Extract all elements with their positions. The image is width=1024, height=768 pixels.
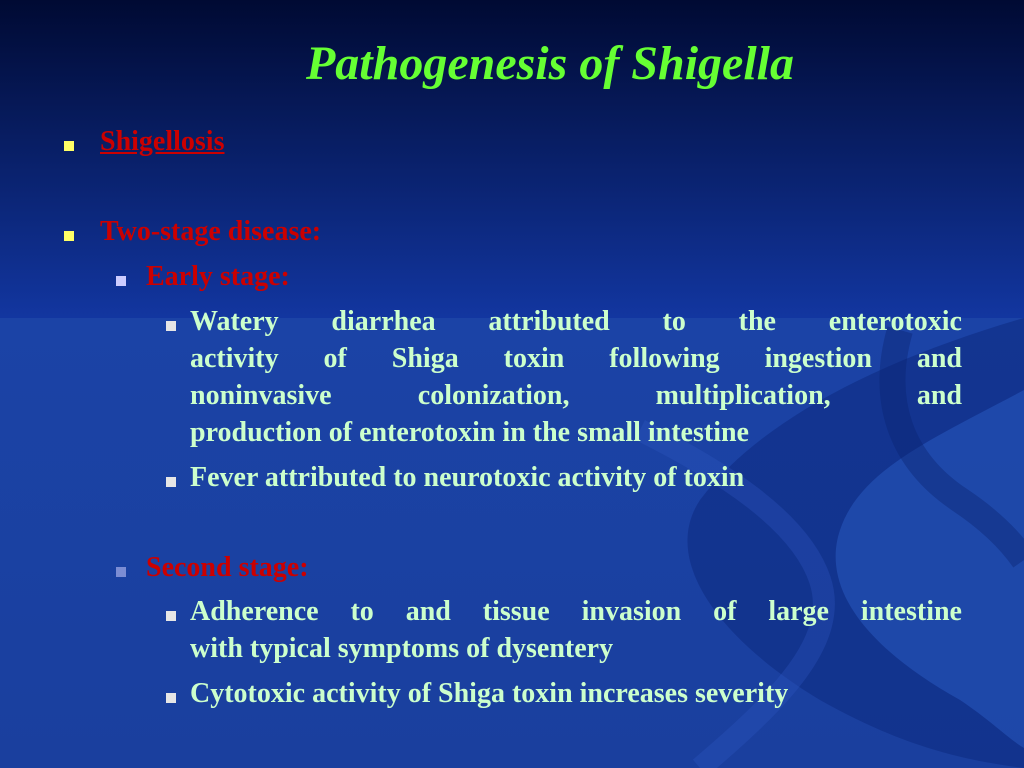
bullet-level2-icon bbox=[116, 567, 126, 577]
bullet-level3-icon bbox=[166, 693, 176, 703]
heading-two-stage-disease: Two-stage disease: bbox=[100, 216, 322, 247]
bullet-level3-icon bbox=[166, 611, 176, 621]
point-watery-diarrhea-line3: noninvasive colonization, multiplication, and bbox=[190, 380, 962, 411]
point-watery-diarrhea-line2: activity of Shiga toxin following ingestion and bbox=[190, 343, 962, 374]
bullet-level1-icon bbox=[64, 141, 74, 151]
bullet-level1-icon bbox=[64, 231, 74, 241]
point-watery-diarrhea-line1: Watery diarrhea attributed to the enterotoxic bbox=[190, 306, 962, 337]
subheading-early-stage: Early stage: bbox=[146, 261, 290, 292]
heading-shigellosis[interactable]: Shigellosis bbox=[100, 126, 225, 157]
point-watery-diarrhea-line4: production of enterotoxin in the small intestine bbox=[190, 417, 749, 448]
subheading-second-stage: Second stage: bbox=[146, 552, 309, 583]
bullet-level3-icon bbox=[166, 321, 176, 331]
point-adherence-line1: Adherence to and tissue invasion of large intestine bbox=[190, 596, 962, 627]
point-adherence-line2: with typical symptoms of dysentery bbox=[190, 633, 614, 664]
bullet-level3-icon bbox=[166, 477, 176, 487]
point-fever: Fever attributed to neurotoxic activity of toxin bbox=[190, 462, 745, 493]
point-cytotoxic: Cytotoxic activity of Shiga toxin increases severity bbox=[190, 678, 789, 709]
slide-title: Pathogenesis of Shigella bbox=[305, 37, 795, 90]
bullet-level2-icon bbox=[116, 276, 126, 286]
